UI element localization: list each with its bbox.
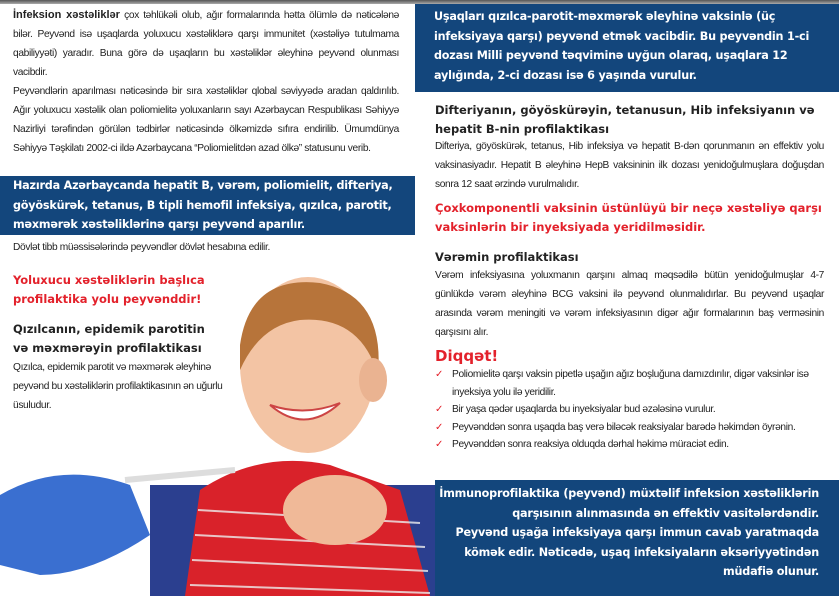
diphtheria-heading: Difteriyanın, göyöskürəyin, tetanusun, Hib infeksiyanın və hepatit B-nin profilaktikası (435, 103, 815, 136)
list-item-text: Peyvənddən sonra uşaqda baş verə biləcək reaksiyalar barədə həkimdən öyrənin. (452, 421, 796, 433)
list-item (435, 419, 825, 437)
bottom-line2: qarşısının alınmasında ən effektiv vasitələrdəndir. (512, 506, 819, 520)
bottom-line4: kömək edir. Nəticədə, uşaq infeksiyaların əksəriyyətindən (464, 545, 819, 559)
tb-text: Vərəm infeksiyasına yoluxmanın qarşını almaq məqsədilə bütün yenidoğulmuşlar 4-7 günlükdə vərəm əleyhinə BCG vaksini ilə peyvənd olunmalıdırlar. Bu peyvənd uşaqlar arasında vərəm meningiti və vərəm infeksiyasının digər ağır formalarının baş verməsinin qarşısını alır. (435, 270, 824, 338)
list-item (435, 401, 825, 419)
measles-heading (13, 320, 243, 358)
list-item (435, 366, 825, 401)
measles-heading-2: və məxmərəyin profilaktikası (13, 341, 202, 355)
diphtheria-text: Difteriya, göyöskürək, tetanus, Hib infeksiya və hepatit B-dən qorunmanın ən effektiv yolu vaksinasiyadır. Hepatit B əleyhinə HepB vaksininin ilk dozası yenidoğulmuşlara doğuşdan sonra 12 saat ərzində vurulmalıdır. (435, 141, 824, 190)
check-icon: ✓ (435, 439, 444, 450)
slogan (13, 271, 205, 309)
attention-title: Diqqət! (435, 347, 499, 365)
immunoprophylaxis-box (435, 480, 839, 596)
slogan-line2: profilaktika yolu peyvənddir! (13, 292, 202, 306)
vaccines-list-text: Hazırda Azərbaycanda hepatit B, vərəm, poliomielit, difteriya, göyöskürək, tetanus, B tipli hemofil infeksiya, qızılca, parotit, məxmərək xəstəliklərinə qarşı peyvənd aparılır. (13, 179, 393, 231)
list-item-text: Poliomielitə qarşı vaksin pipetlə uşağın ağız boşluğuna damızdırılır, digər vaksinlər isə inyeksiya yolu ilə yeridilir. (452, 369, 809, 398)
check-icon: ✓ (435, 404, 444, 415)
mmr-text: Uşaqları qızılca-parotit-məxmərək əleyhinə vaksinlə (üç infeksiyaya qarşı) peyvənd etmək vacibdir. Bu peyvəndin 1-ci dozası Milli peyvənd təqviminə uyğun olaraq, uşaqlara 12 aylığında, 2-ci dozası isə 6 yaşında vurulur. (434, 10, 810, 82)
measles-text: Qızılca, epidemik parotit və məxmərək əleyhinə peyvənd bu xəstəliklərin profilaktikasının ən uğurlu üsuludur. (13, 362, 223, 411)
list-item-text: Bir yaşa qədər uşaqlarda bu inyeksiyalar bud əzələsinə vurulur. (452, 404, 716, 415)
hand (283, 475, 387, 545)
tb-heading: Vərəmin profilaktikası (435, 250, 579, 264)
syringe (125, 470, 235, 480)
check-icon: ✓ (435, 421, 444, 433)
multicomponent-note: Çoxkomponentli vaksinin üstünlüyü bir neçə xəstəliyə qarşı vaksinlərin bir inyeksiyada yeridilməsidir. (435, 201, 822, 234)
vaccines-list-box (0, 176, 415, 235)
intro-text (13, 6, 399, 158)
bottom-line1: İmmunoprofilaktika (peyvənd) müxtəlif infeksion xəstəliklərin (439, 487, 819, 500)
intro-p2: Peyvəndlərin aparılması nəticəsində bir sıra xəstəliklər qlobal səviyyədə aradan qaldırılıb. Ağır yoluxucu xəstəlik olan poliomielitə yoluxanların sayı Azərbaycan Respublikası Səhiyyə Nazirliyi tərəfindən görülən tədbirlər nəticəsində ölkəmizdə sıfıra endirilib. Ümumdünya Səhiyyə Təşkilatı 2002-ci ildə Azərbaycana “Poliomielitdən azad ölkə” statusunu verib. (13, 86, 399, 154)
check-icon: ✓ (435, 369, 444, 380)
slogan-line1: Yoluxucu xəstəliklərin başlıca (13, 273, 205, 287)
attention-list (435, 366, 825, 454)
list-item (435, 436, 825, 454)
state-funding-text: Dövlət tibb müəssisələrində peyvəndlər dövlət hesabına edilir. (13, 242, 270, 253)
intro-p1: çox təhlükəli olub, ağır formalarında hətta ölümlə də nəticələnə bilər. Peyvənd isə uşaqlarda yoluxucu xəstəliklərə qarşı immunitet (xəstəliyə tutulmama qabiliyyəti) yaradır. Buna görə də uşaqların bu xəstəliklər əleyhinə peyvənd olunması vacibdir. (13, 10, 399, 78)
measles-heading-1: Qızılcanın, epidemik parotitin (13, 322, 205, 336)
list-item-text: Peyvənddən sonra reaksiya olduqda dərhal həkimə müraciət edin. (452, 439, 729, 450)
mmr-box (415, 4, 839, 92)
glove (0, 475, 150, 575)
bottom-line3: Peyvənd uşağa infeksiyaya qarşı immun cavab yaratmaqda (455, 526, 819, 539)
bottom-line5: müdafiə olunur. (723, 565, 819, 578)
intro-bold: İnfeksion xəstəliklər (13, 9, 120, 21)
